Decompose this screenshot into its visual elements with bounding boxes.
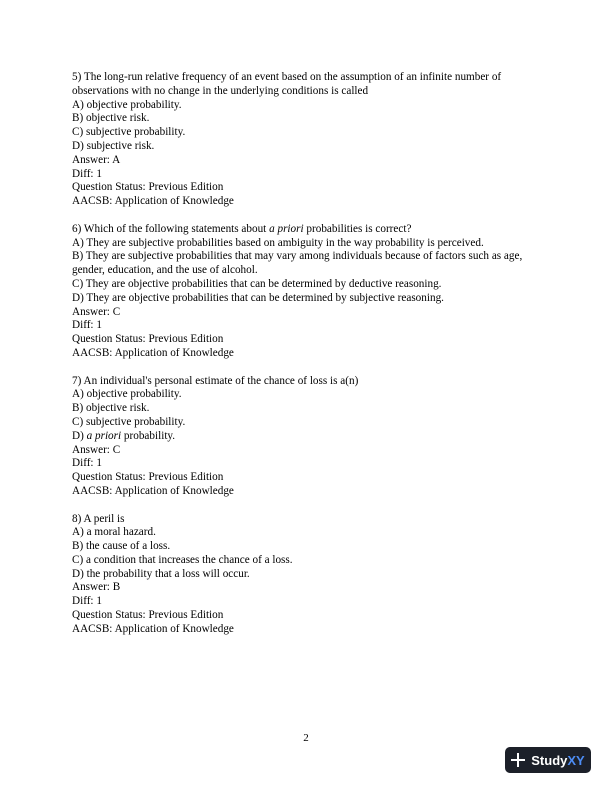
answer: Answer: B [72, 581, 121, 594]
question-status: Question Status: Previous Edition [72, 181, 224, 194]
brand-name: Study [531, 752, 568, 768]
studyxy-badge[interactable] [505, 747, 591, 773]
answer: Answer: A [72, 153, 121, 166]
answer: Answer: C [72, 443, 121, 456]
aacsb: AACSB: Application of Knowledge [72, 622, 234, 635]
option-b: B) the cause of a loss. [72, 540, 171, 553]
option-d: D) the probability that a loss will occur. [72, 567, 250, 580]
option-c: C) subjective probability. [72, 126, 186, 139]
aacsb: AACSB: Application of Knowledge [72, 346, 234, 359]
brand-accent: XY [567, 752, 585, 768]
option-a: A) objective probability. [72, 388, 182, 401]
aacsb: AACSB: Application of Knowledge [72, 484, 234, 497]
question-7 [72, 375, 542, 499]
option-c: C) subjective probability. [72, 415, 186, 428]
question-5 [72, 71, 542, 209]
question-text: 8) A peril is [72, 512, 125, 525]
page-number: 2 [303, 732, 309, 744]
question-status: Question Status: Previous Edition [72, 609, 224, 622]
option-b: B) objective risk. [72, 112, 150, 125]
option-b: B) They are subjective probabilities that may vary among individuals because of factors such as age, gender, education, and the use of alcohol. [72, 250, 523, 277]
question-8 [72, 513, 542, 637]
option-d: D) subjective risk. [72, 139, 155, 152]
option-a: A) objective probability. [72, 98, 182, 111]
question-text: 6) Which of the following statements about a priori probabilities is correct? [72, 222, 412, 235]
option-a: A) a moral hazard. [72, 526, 156, 539]
difficulty: Diff: 1 [72, 595, 102, 608]
aacsb: AACSB: Application of Knowledge [72, 195, 234, 208]
difficulty: Diff: 1 [72, 167, 102, 180]
option-c: C) a condition that increases the chance of a loss. [72, 553, 293, 566]
question-text: 5) The long-run relative frequency of an event based on the assumption of an infinite number of observations with no change in the underlying conditions is called [72, 71, 502, 97]
option-c: C) They are objective probabilities that can be determined by deductive reasoning. [72, 277, 442, 290]
question-6 [72, 223, 542, 361]
option-d: D) a priori probability. [72, 429, 176, 442]
plus-icon [511, 753, 525, 767]
option-a: A) They are subjective probabilities based on ambiguity in the way probability is perceived. [72, 236, 484, 249]
option-b: B) objective risk. [72, 402, 150, 415]
difficulty: Diff: 1 [72, 319, 102, 332]
question-status: Question Status: Previous Edition [72, 471, 224, 484]
question-status: Question Status: Previous Edition [72, 333, 224, 346]
difficulty: Diff: 1 [72, 457, 102, 470]
document-body [72, 71, 542, 650]
answer: Answer: C [72, 305, 121, 318]
question-text: 7) An individual's personal estimate of the chance of loss is a(n) [72, 374, 359, 387]
option-d: D) They are objective probabilities that can be determined by subjective reasoning. [72, 291, 444, 304]
